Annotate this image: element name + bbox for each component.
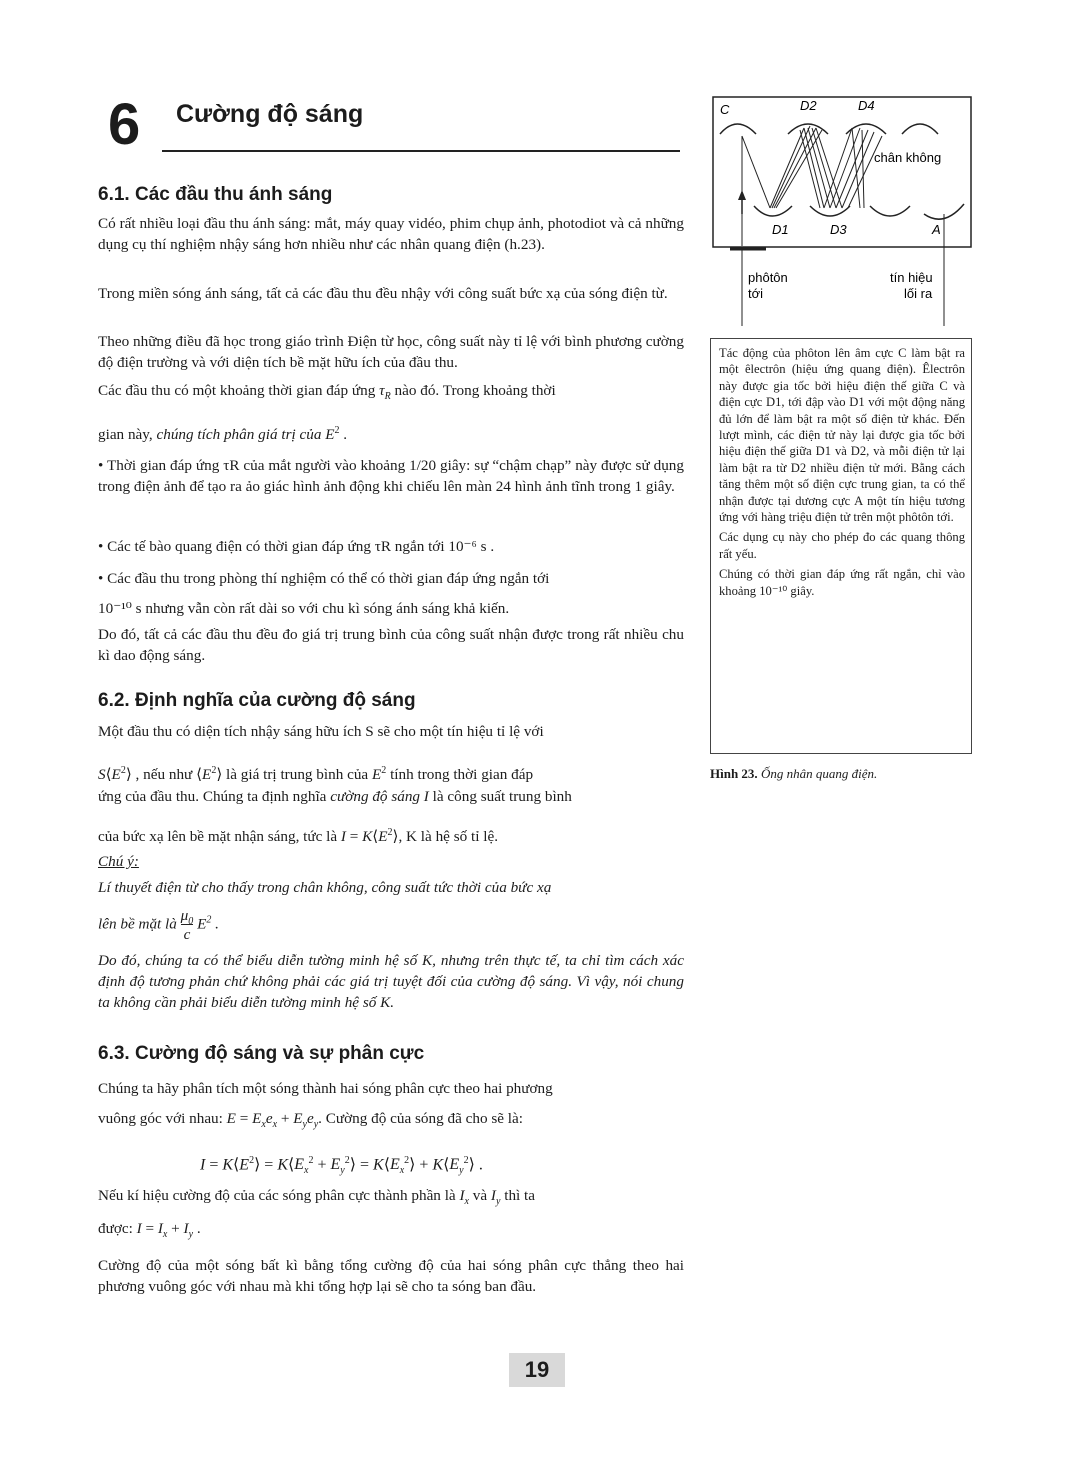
label-d1: D1: [772, 222, 789, 237]
note-title: Chú ý:: [98, 853, 139, 870]
chapter-rule: [162, 150, 680, 152]
s2-paragraph-1d: của bức xạ lên bề mặt nhận sáng, tức là $I = K⟨E^2⟩$, K là hệ số tỉ lệ.: [98, 827, 498, 846]
note-line-2: lên bề mặt là $\mu_0$ c $E^2$ .: [98, 907, 219, 944]
label-d2: D2: [800, 98, 817, 113]
label-photon-2: tới: [748, 286, 764, 301]
s3-paragraph-3: Nếu kí hiệu cường độ của các sóng phân cực thành phần là $I_x$ và $I_y$ thì ta: [98, 1187, 536, 1208]
figure-caption: Hình 23. Ống nhân quang điện.: [710, 766, 878, 781]
figure-sidebar: [710, 338, 972, 754]
chapter-number: 6: [108, 92, 141, 157]
sidebar-paragraph-3: Chúng có thời gian đáp ứng rất ngắn, chỉ vào khoảng 10⁻¹⁰ giây.: [719, 567, 965, 598]
s1-bullet-2: • Các tế bào quang điện có thời gian đáp ứng τR ngắn tới 10⁻⁶ s .: [98, 538, 495, 555]
label-d4: D4: [858, 98, 875, 113]
photomultiplier-diagram: [712, 96, 974, 328]
s3-paragraph-2: vuông góc với nhau: $E = E_xe_x + E_ye_y$. Cường độ của sóng đã cho sẽ là:: [98, 1110, 523, 1131]
s2-paragraph-1c: ứng của đầu thu. Chúng ta định nghĩa cường độ sáng I là công suất trung bình: [98, 788, 572, 805]
label-photon: phôtôn: [748, 270, 788, 285]
s3-paragraph-4: được: $I = I_x + I_y$ .: [98, 1220, 201, 1241]
s1-paragraph-4: Các đầu thu có một khoảng thời gian đáp ứng $\tau_R$ nào đó. Trong khoảng thời: [98, 382, 556, 403]
sidebar-paragraph-2: Các dụng cụ này cho phép đo các quang thông rất yếu.: [719, 530, 965, 561]
s3-equation: $I = K⟨E^2⟩$ = $K⟨E_x^2$ + $E_y^2⟩$ = $K⟨E_x^2⟩$ + $K⟨E_y^2⟩$ .: [200, 1155, 483, 1177]
s2-paragraph-1: Một đầu thu có diện tích nhậy sáng hữu ích S sẽ cho một tín hiệu tỉ lệ với: [98, 723, 544, 740]
s1-bullet-3b: 10⁻¹⁰ s nhưng vẫn còn rất dài so với chu kì sóng ánh sáng khả kiến.: [98, 600, 510, 617]
note-line-3: Do đó, chúng ta có thể biểu diễn tường minh hệ số K, nhưng trên thực tế, ta chỉ tìm cách xác định độ tương phản chứ không phải các giá trị tuyệt đối của cường độ sáng. Vì vậy, nói chung ta không cần phải biểu diễn tường minh hệ số K.: [98, 952, 684, 1011]
section-heading-6-2: 6.2. Định nghĩa của cường độ sáng: [98, 690, 416, 711]
label-vacuum: chân không: [874, 150, 942, 165]
label-a: A: [932, 222, 941, 237]
s1-paragraph-5: Do đó, tất cả các đầu thu đều đo giá trị trung bình của công suất nhận được trong rất nhiều chu kì dao động sáng.: [98, 626, 684, 664]
s1-paragraph-1: Có rất nhiều loại đầu thu ánh sáng: mắt, máy quay vidéo, phim chụp ảnh, photodiot và cả những dụng cụ thí nghiệm nhậy sáng hơn nhiều như các nhân quang điện (h.23).: [98, 215, 684, 253]
label-d3: D3: [830, 222, 847, 237]
page-number: 19: [509, 1353, 565, 1387]
s1-bullet-3: • Các đầu thu trong phòng thí nghiệm có thể có thời gian đáp ứng ngắn tới: [98, 570, 550, 587]
s1-paragraph-3: Theo những điều đã học trong giáo trình Điện từ học, công suất này tỉ lệ với bình phương cường độ điện trường và với diện tích bề mặt hữu ích của đầu thu.: [98, 333, 684, 371]
label-signal-2: lối ra: [904, 286, 933, 301]
s1-bullet-1: • Thời gian đáp ứng τR của mắt người vào khoảng 1/20 giây: sự “chậm chạp” này được sử dụng trong điện ảnh để tạo ra ảo giác hình ảnh động khi chiếu lên màn 24 hình ảnh tĩnh trong 1 giây.: [98, 457, 684, 495]
label-c: C: [720, 102, 730, 117]
s3-paragraph-1: Chúng ta hãy phân tích một sóng thành hai sóng phân cực theo hai phương: [98, 1080, 553, 1097]
s1-paragraph-2: Trong miền sóng ánh sáng, tất cả các đầu thu đều nhậy với công suất bức xạ của sóng điện từ.: [98, 285, 668, 302]
s2-paragraph-1b: $S⟨E^2⟩$ , nếu như $⟨E^2⟩$ là giá trị trung bình của $E^2$ tính trong thời gian đáp: [98, 765, 534, 784]
s1-paragraph-4b: gian này, chúng tích phân giá trị của $E^2$ .: [98, 425, 348, 444]
section-heading-6-1: 6.1. Các đầu thu ánh sáng: [98, 184, 333, 205]
label-signal: tín hiệu: [890, 270, 933, 285]
s3-paragraph-5: Cường độ của một sóng bất kì bằng tổng cường độ của hai sóng phân cực thẳng theo hai phương vuông góc với nhau mà khi tổng hợp lại sẽ cho ta sóng ban đầu.: [98, 1257, 684, 1295]
section-heading-6-3: 6.3. Cường độ sáng và sự phân cực: [98, 1043, 425, 1064]
sidebar-paragraph-1: Tác động của phôton lên âm cực C làm bật ra một êlectrôn (hiệu ứng quang điện). Êlectrôn này được gia tốc bởi hiệu điện thế giữa C và điện cực D1, tới đập vào D1 với một động năng đủ lớn để làm bật ra một số điện tử khác. Đến lượt mình, các điện tử này lại được gia tốc bởi hiệu điện thế giữa D1 và D2, và mỗi điện tử lại làm bật ra từ D2 nhiều điện tử mới. Bằng cách tăng thêm một số điện cực trung gian, ta có thể nhận được tại dương cực A một tín hiệu tương ứng với hàng triệu điện tử trên một phôtôn tới.: [719, 346, 965, 525]
chapter-title: Cường độ sáng: [176, 100, 364, 128]
note-line-1: Lí thuyết điện từ cho thấy trong chân không, công suất tức thời của bức xạ: [98, 879, 552, 896]
